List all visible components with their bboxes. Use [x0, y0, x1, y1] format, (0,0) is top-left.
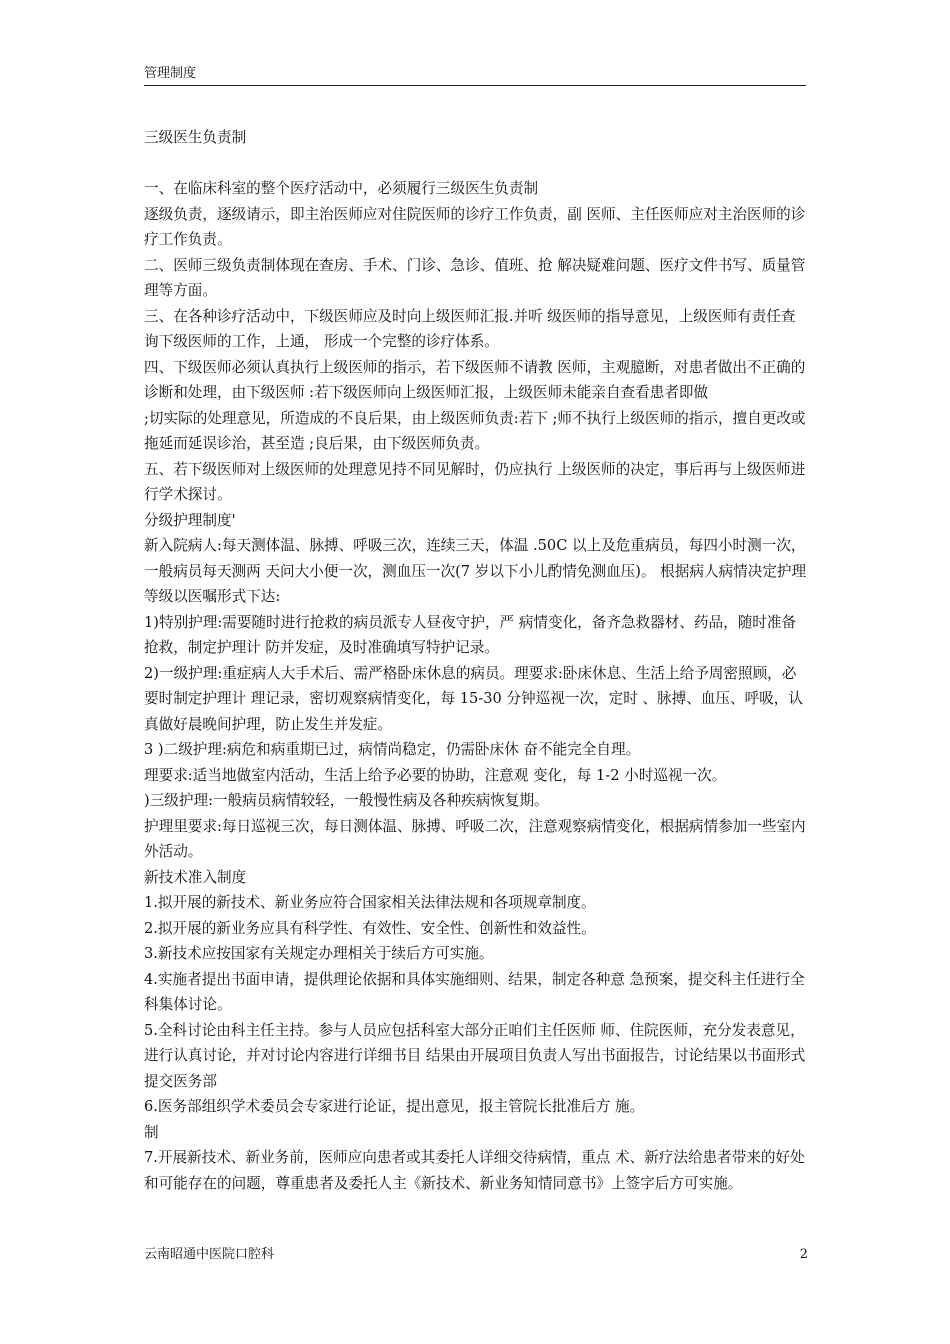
paragraph: 一、在临床科室的整个医疗活动中，必须履行三级医生负责制	[144, 180, 539, 197]
paragraph: 4.实施者提出书面申请，提供理论依据和具体实施细则、结果，制定各种意 急预案，提交科主任进行全科集体讨论。	[144, 970, 805, 1013]
document-body	[144, 125, 808, 1196]
page-number: 2	[799, 1247, 808, 1262]
paragraph: 1)特别护理:需要随时进行抢救的病员派专人昼夜守护，严 病情变化，备齐急救器材、药品，随时准备抢救，制定护理计 防并发症，及时准确填写特护记录。	[144, 613, 797, 656]
section-heading: 分级护理制度'	[144, 511, 236, 529]
paragraph: 理要求:适当地做室内活动，生活上给予必要的协助，注意观 变化，每 1-2 小时巡视一次。	[144, 766, 727, 784]
paragraph: 3 )二级护理:病危和病重期已过，病情尚稳定，仍需卧床休 奋不能完全自理。	[144, 741, 641, 758]
paragraph: 3.新技术应按国家有关规定办理相关于续后方可实施。	[144, 945, 494, 962]
page-footer	[144, 1245, 808, 1265]
paragraph: ;切实际的处理意见，所造成的不良后果，由上级医师负责:若下 ;师不执行上级医师的指示，擅自更改或拖延而延误诊治，甚至造 ;良后果，由下级医师负责。	[144, 409, 806, 452]
paragraph: 二、医师三级负责制体现在查房、手术、门诊、急诊、值班、抢 解决疑难问题、医疗文件书写、质量管理等方面。	[144, 256, 806, 299]
section-heading: 新技术准入制度	[144, 868, 247, 886]
header-title: 管理制度	[144, 66, 197, 81]
paragraph: 五、若下级医师对上级医师的处理意见持不同见解时，仍应执行 上级医师的决定，事后再与上级医师进行学术探讨。	[144, 460, 806, 503]
paragraph: 2)一级护理:重症病人大手术后、需严格卧床休息的病员。理要求:卧床休息、生活上给予周密照顾，必要时制定护理计 理记录，密切观察病情变化，每 15-30 分钟巡视一次，定时 、脉搏、血压、呼吸，认真做好晨晚间护理，防止发生并发症。	[144, 664, 803, 733]
paragraph: 2.拟开展的新业务应具有科学性、有效性、安全性、创新性和效益性。	[144, 919, 596, 937]
paragraph: 5.全科讨论由科主任主持。参与人员应包括科室大部分正咱们主任医师 师、住院医师，充分发表意见，进行认真讨论，并对讨论内容进行详细书目 结果由开展项目负责人写出书面报告，讨论结果以书面形式提交医务部	[144, 1021, 806, 1090]
paragraph: 护理里要求:每日巡视三次，每日测体温、脉搏、呼吸二次，注意观察病情变化，根据病情参加一些室内外活动。	[144, 817, 806, 860]
paragraph: 制	[144, 1123, 159, 1141]
page-header	[144, 64, 806, 86]
paragraph: 四、下级医师必须认真执行上级医师的指示，若下级医师不请教 医师，主观臆断，对患者做出不正确的诊断和处理，由下级医师 :若下级医师向上级医师汇报，上级医师未能亲自查看患者即做	[144, 358, 806, 401]
document-title: 三级医生负责制	[144, 129, 247, 146]
footer-organization: 云南昭通中医院口腔科	[144, 1247, 275, 1262]
paragraph: 1.拟开展的新技术、新业务应符合国家相关法律法规和各项规章制度。	[144, 894, 596, 911]
paragraph: 6.医务部组织学术委员会专家进行论证，提出意见，报主管院长批准后方 施。	[144, 1098, 645, 1115]
paragraph: 新入院病人:每天测体温、脉搏、呼吸三次，连续三天，体温 .50C 以上及危重病员，每四小时测一次，一般病员每天测两 天问大小便一次，测血压一次(7 岁以下小儿酌情免测血压)。 根据病人病情决定护理等级以医嘱形式下达:	[144, 537, 807, 605]
paragraph: )三级护理:一般病员病情较轻，一般慢性病及各种疾病恢复期。	[144, 792, 549, 809]
paragraph: 7.开展新技术、新业务前，医师应向患者或其委托人详细交待病情，重点 术、新疗法给患者带来的好处和可能存在的问题，尊重患者及委托人主《新技术、新业务知情同意书》上签字后方可实施。	[144, 1149, 805, 1192]
paragraph: 三、在各种诊疗活动中，下级医师应及时向上级医师汇报.并听 级医师的指导意见，上级医师有责任查询下级医师的工作，上通， 形成一个完整的诊疗体系。	[144, 307, 796, 350]
paragraph: 逐级负责，逐级请示，即主治医师应对住院医师的诊疗工作负责，副 医师、主任医师应对主治医师的诊疗工作负责。	[144, 205, 806, 248]
